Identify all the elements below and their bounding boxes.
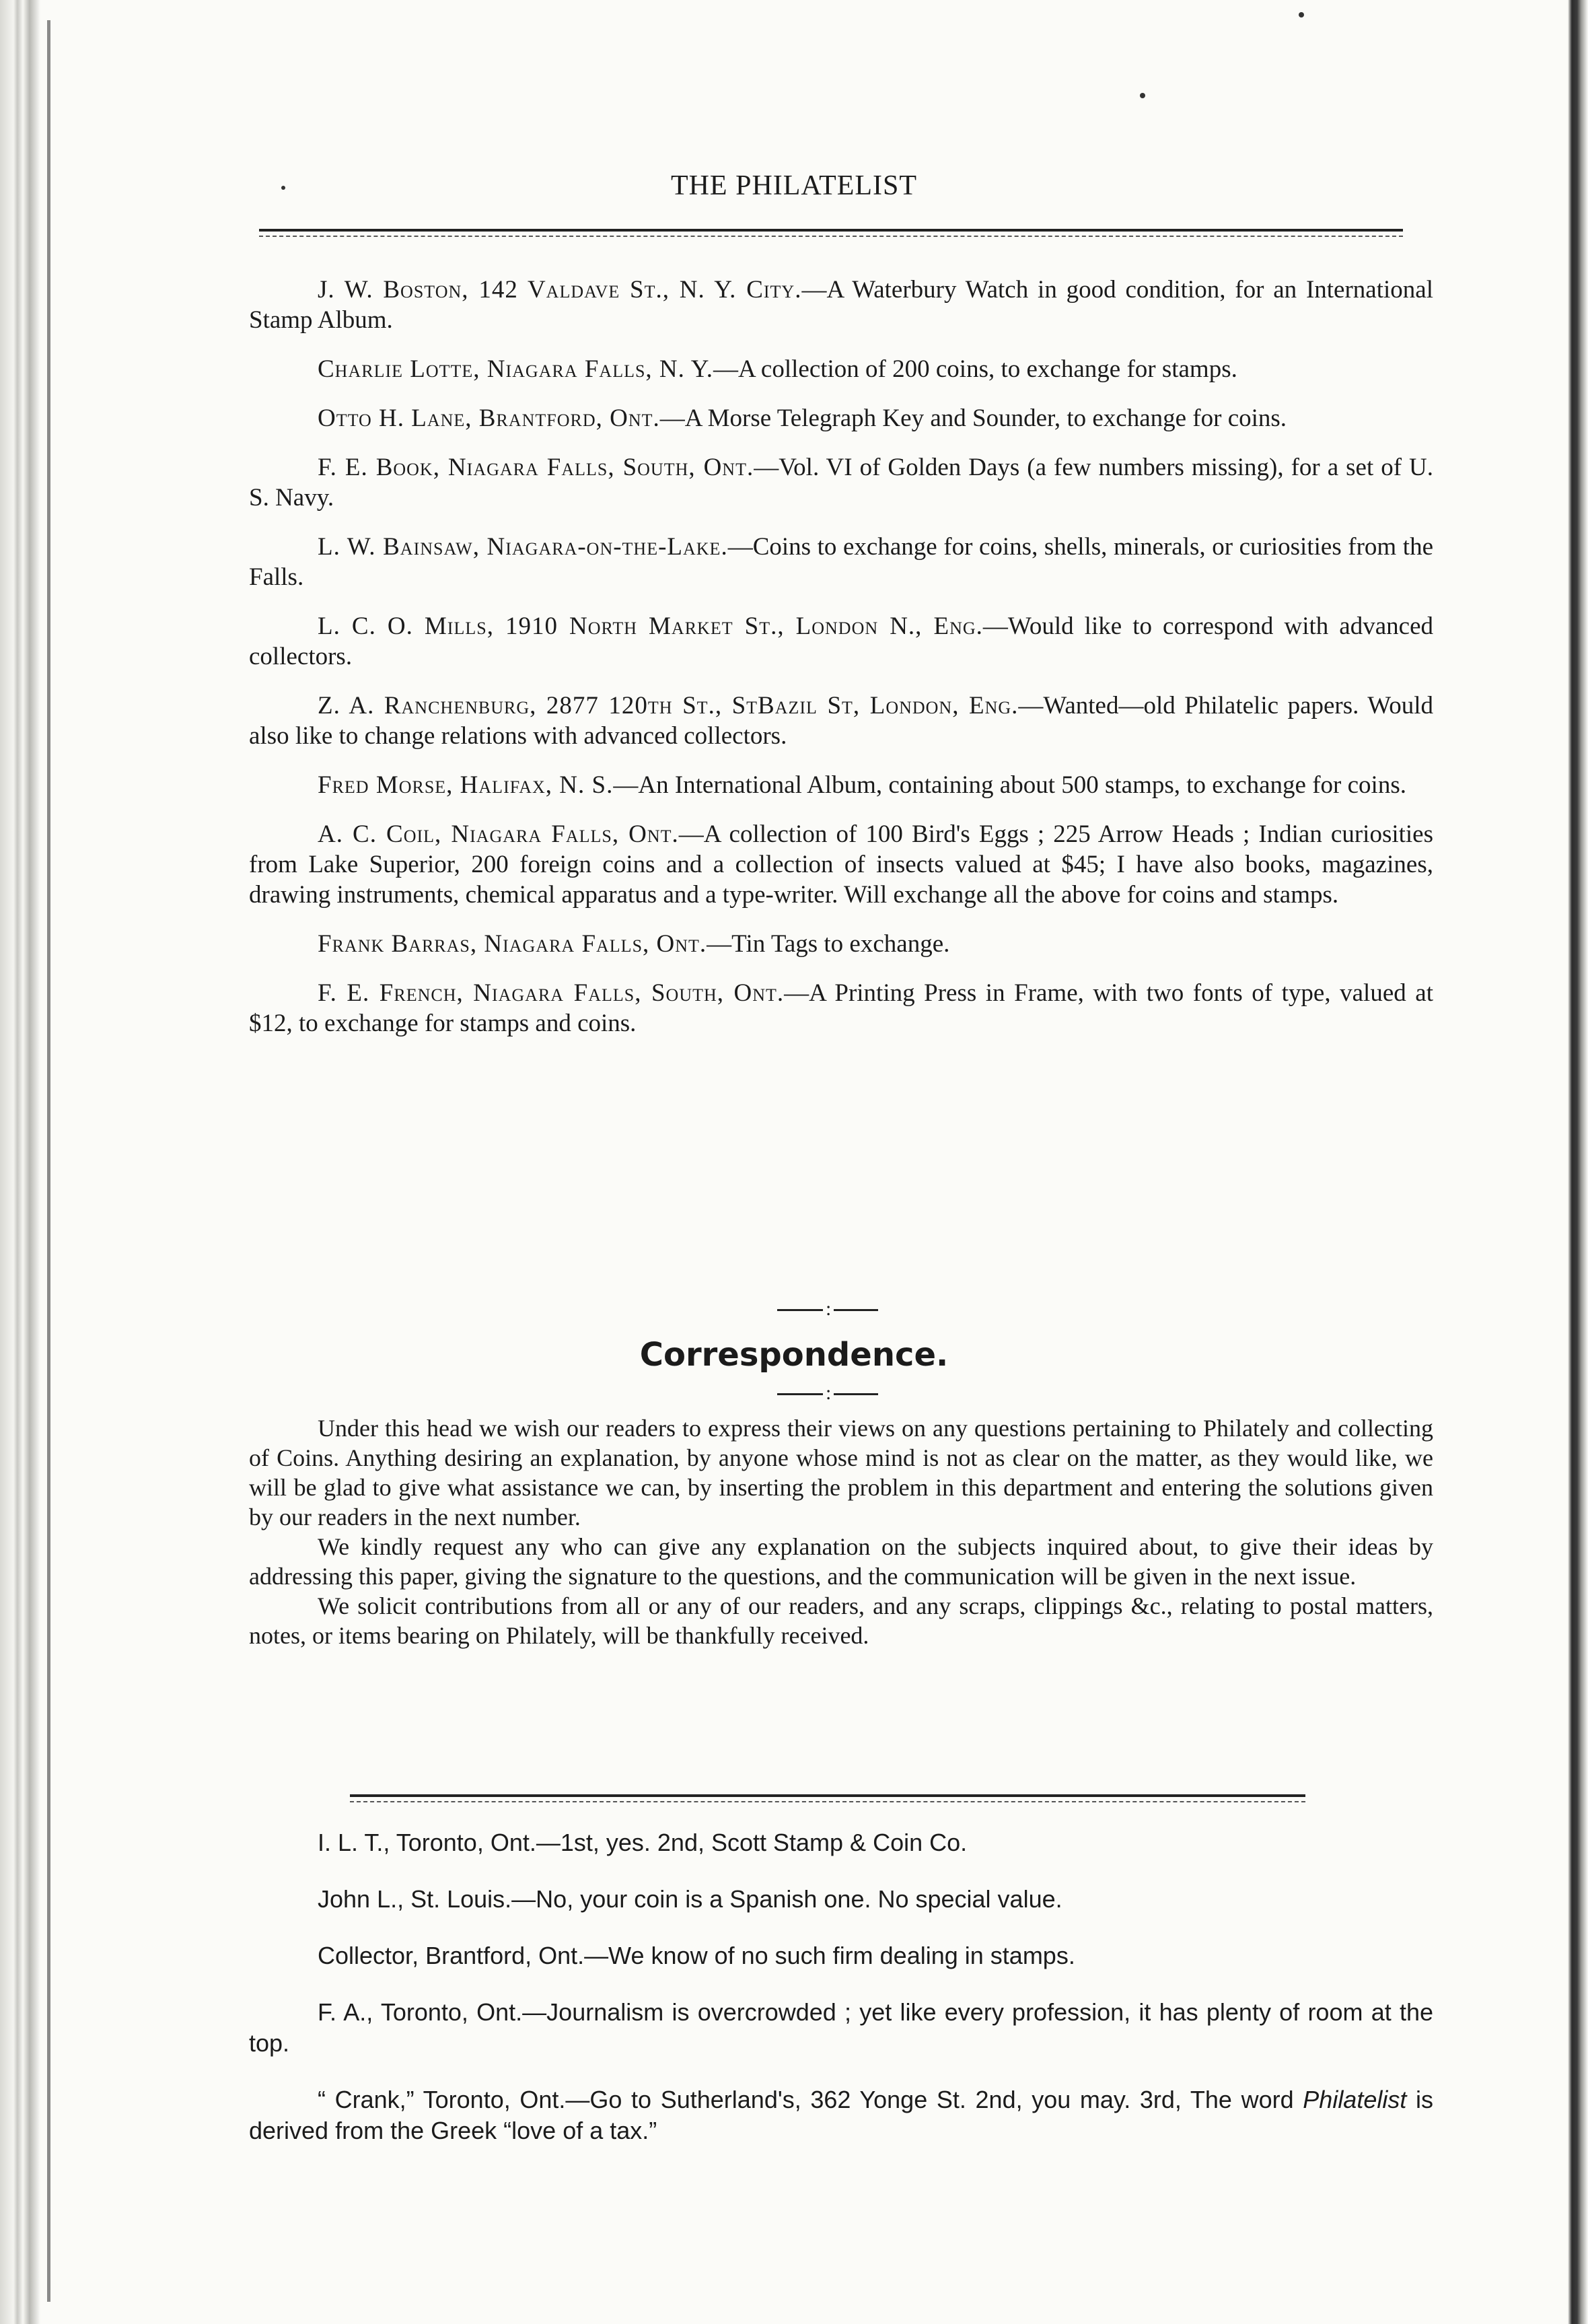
exchange-notices [249, 275, 1433, 1057]
exchange-entry [249, 532, 1433, 592]
header-rule [259, 229, 1403, 237]
exchange-entry [249, 452, 1433, 513]
entry-name: Z. A. Ranchenburg, 2877 120th St., StBazil St, London, Eng. [318, 692, 1019, 719]
heading-separator [777, 1393, 878, 1395]
entry-text: —A Printing Press in Frame, with two fonts of type, valued at $12, to exchange for stamps and coins. [249, 979, 1433, 1037]
entry-text: —A Morse Telegraph Key and Sounder, to exchange for coins. [659, 404, 1287, 432]
exchange-entry [249, 403, 1433, 433]
exchange-entry [249, 770, 1433, 800]
answer-italic-word: Philatelist [1303, 2086, 1407, 2113]
entry-text: —Wanted—old Philatelic papers. Would also like to change relations with advanced collectors. [249, 692, 1433, 750]
entry-name: F. E. French, Niagara Falls, South, Ont. [318, 979, 785, 1007]
correspondence-answers [249, 1827, 1433, 2172]
entry-name: A. C. Coil, Niagara Falls, Ont. [318, 820, 679, 848]
entry-text: —Would like to correspond with advanced collectors. [249, 612, 1433, 670]
right-binding-edge [1568, 0, 1588, 2324]
correspondence-heading: Correspondence. [639, 1336, 949, 1374]
answer-entry: John L., St. Louis.—No, your coin is a Spanish one. No special value. [318, 1885, 1062, 1913]
entry-text: —A collection of 100 Bird's Eggs ; 225 Arrow Heads ; Indian curiosities from Lake Superior, 200 foreign coins and a collection of insects valued at $45; I have also books, magazines, drawing instruments, chemical apparatus and a type-writer. Will exchange all the above for coins and stamps. [249, 820, 1434, 909]
exchange-entry [249, 691, 1433, 751]
answer-entry: F. A., Toronto, Ont.—Journalism is overcrowded ; yet like every profession, it has plenty of room at the top. [249, 1998, 1433, 2057]
intro-paragraph: We kindly request any who can give any explanation on the subjects inquired about, to give their ideas by addressing this paper, giving the signature to the questions, and the communication will be given in the next issue. [249, 1533, 1433, 1590]
entry-text: —Coins to exchange for coins, shells, minerals, or curiosities from the Falls. [249, 533, 1433, 591]
answer-entry: Collector, Brantford, Ont.—We know of no such firm dealing in stamps. [318, 1942, 1075, 1969]
entry-text: —A Waterbury Watch in good condition, for an International Stamp Album. [249, 276, 1433, 334]
entry-text: —Vol. VI of Golden Days (a few numbers missing), for a set of U. S. Navy. [249, 454, 1434, 512]
speck [1140, 93, 1145, 98]
speck [1299, 12, 1304, 17]
entry-text: —Tin Tags to exchange. [707, 930, 950, 958]
running-header: THE PHILATELIST [670, 170, 918, 201]
exchange-entry [249, 929, 1433, 959]
exchange-entry [249, 819, 1433, 910]
entry-name: Otto H. Lane, Brantford, Ont. [318, 404, 660, 432]
entry-name: L. W. Bainsaw, Niagara-on-the-Lake. [318, 533, 728, 561]
answers-rule [350, 1794, 1305, 1802]
answer-entry: I. L. T., Toronto, Ont.—1st, yes. 2nd, Scott Stamp & Coin Co. [318, 1829, 968, 1856]
exchange-entry [249, 275, 1433, 335]
intro-paragraph: Under this head we wish our readers to express their views on any questions pertaining to Philately and collecting of Coins. Anything desiring an explanation, by anyone whose mind is not as clear on the matter, as they would like, we will be glad to give what assistance we can, by inserting the problem in this department and entering the solutions given by our readers in the next number. [249, 1415, 1433, 1530]
left-binding-edge [0, 0, 62, 2324]
correspondence-intro [249, 1413, 1433, 1650]
exchange-entry [249, 611, 1433, 672]
section-separator [777, 1309, 878, 1311]
intro-paragraph: We solicit contributions from all or any of our readers, and any scraps, clippings &c., relating to postal matters, notes, or items bearing on Philately, will be thankfully received. [249, 1592, 1433, 1649]
entry-name: L. C. O. Mills, 1910 North Market St., London N., Eng. [318, 612, 983, 640]
entry-text: —A collection of 200 coins, to exchange for stamps. [713, 355, 1237, 383]
entry-name: J. W. Boston, 142 Valdave St., N. Y. City. [318, 276, 802, 304]
entry-name: Frank Barras, Niagara Falls, Ont. [318, 930, 707, 958]
answer-entry [249, 2084, 1433, 2146]
entry-text: —An International Album, containing about 500 stamps, to exchange for coins. [613, 771, 1406, 799]
entry-name: Charlie Lotte, Niagara Falls, N. Y. [318, 355, 713, 383]
answer-text: “ Crank,” Toronto, Ont.—Go to Sutherland's, 362 Yonge St. 2nd, you may. 3rd, The word [318, 2086, 1303, 2113]
exchange-entry [249, 354, 1433, 384]
answer-text: is derived from the Greek “love of a tax.” [249, 2086, 1433, 2144]
entry-name: F. E. Book, Niagara Falls, South, Ont. [318, 454, 754, 481]
binding-rule [47, 20, 50, 2302]
exchange-entry [249, 978, 1433, 1038]
entry-name: Fred Morse, Halifax, N. S. [318, 771, 614, 799]
